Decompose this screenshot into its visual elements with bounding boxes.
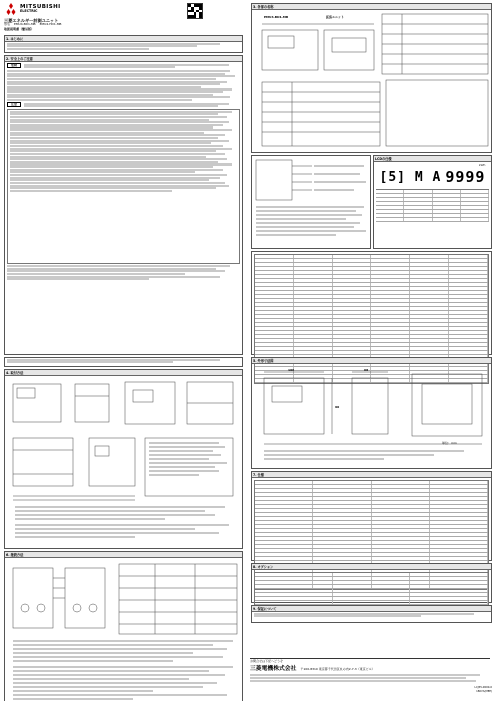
- footer: [250, 658, 490, 683]
- caution-badge: 注意: [7, 102, 21, 107]
- parts-diagram: [252, 10, 491, 150]
- section-mounting: [4, 369, 243, 549]
- model-1: EMU4-BD1-MB: [14, 22, 36, 27]
- caution-table: [7, 109, 240, 264]
- section-lcd: [373, 155, 492, 249]
- danger-badge: 危険: [7, 63, 21, 68]
- section-heading: 7. 仕様: [252, 472, 491, 478]
- section-heading: 6. 接続方法: [5, 552, 242, 558]
- section-specs: [251, 471, 492, 561]
- section-heading: 1. はじめに: [5, 36, 242, 42]
- qr-code: [187, 3, 203, 19]
- section-parts-list: [251, 155, 371, 249]
- parts-callout: [252, 156, 370, 248]
- doc-title: 取扱説明書（簡易版）: [4, 27, 35, 31]
- mitsubishi-logo: [4, 3, 61, 15]
- dim-unit: 単位：mm: [442, 441, 457, 445]
- section-heading: 5. 外形寸法図: [252, 358, 491, 364]
- doc-date: 1807A(MEE): [476, 690, 492, 693]
- dim-height: 90: [335, 405, 340, 409]
- wiring-diagram: [5, 558, 241, 701]
- section-heading: 4. 取付方法: [5, 370, 242, 376]
- section-dimensions: [251, 357, 492, 469]
- unit-label: EMU4-BD1-MB: [264, 15, 289, 19]
- three-diamonds-icon: [4, 3, 18, 15]
- dim-width: 106: [288, 368, 295, 372]
- section-wiring: [4, 551, 243, 701]
- section-safety: [4, 55, 243, 355]
- dim-depth: 68: [364, 368, 369, 372]
- lcd-main-text: [5] M A: [379, 170, 442, 186]
- options-table: [254, 572, 489, 606]
- lcd-display: [376, 164, 489, 187]
- brand-sub: ELECTRIC: [20, 9, 38, 14]
- section-intro: [4, 35, 243, 53]
- section-warranty: [251, 605, 492, 623]
- model-2: EMU4-HD1-MB: [39, 22, 62, 27]
- mounting-diagram: [5, 376, 241, 546]
- model-label: 形名: [4, 22, 11, 27]
- header: [4, 3, 243, 35]
- section-heading: 8. オプション: [252, 564, 491, 570]
- doc-number: LCJ55-0000-0: [474, 686, 492, 689]
- section-options: [251, 563, 492, 603]
- left-column: [4, 3, 243, 701]
- lcd-value: 9999: [445, 167, 486, 186]
- company-address: 〒100-8310 東京都千代田区丸の内2-7-3（東京ビル）: [300, 666, 375, 671]
- section-parts: [251, 3, 492, 153]
- section-heading: 2. 安全上のご注意: [5, 56, 242, 62]
- brand-name: MITSUBISHI: [20, 3, 61, 10]
- expansion-label: 拡張ユニット: [326, 15, 344, 19]
- contact-label: お問合せは下記へどうぞ: [250, 659, 284, 663]
- lcd-unit-top: kWh: [478, 163, 486, 167]
- right-column: [251, 3, 492, 625]
- section-heading: 3. 各部の名称: [252, 4, 491, 10]
- section-notes: [4, 357, 243, 367]
- lcd-table: [376, 189, 489, 222]
- product-title: 三菱エネルギー計測ユニット: [4, 18, 59, 23]
- section-heading: 9. 保証について: [252, 606, 491, 612]
- section-settings: [251, 251, 492, 355]
- company-name: 三菱電機株式会社: [250, 665, 297, 672]
- lcd-heading: LCDの仕様: [374, 156, 491, 162]
- dimension-drawing: [252, 364, 491, 464]
